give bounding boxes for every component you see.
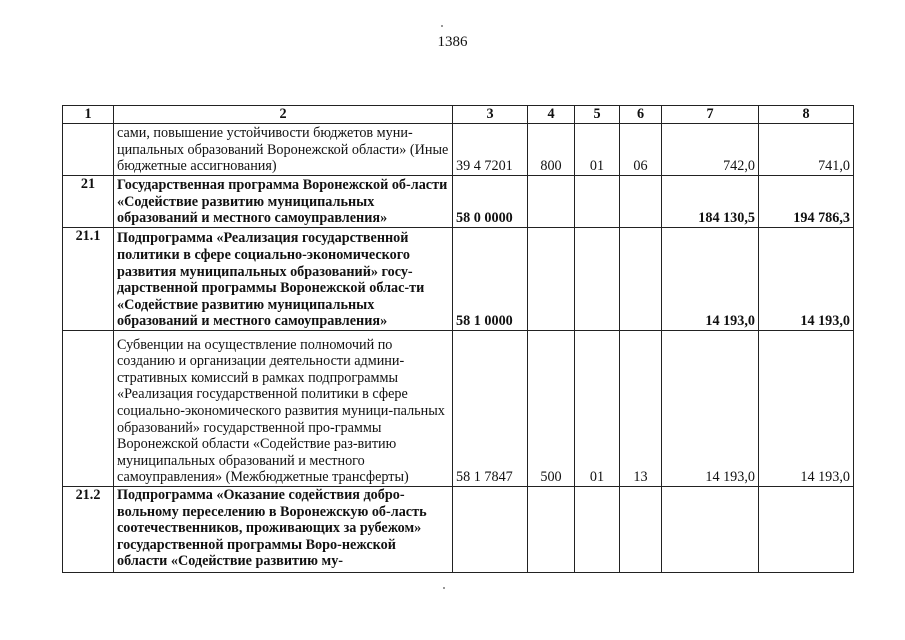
row-col6 [620, 176, 662, 228]
row-col4: 800 [528, 124, 575, 176]
row-col7: 742,0 [662, 124, 759, 176]
row-code: 58 0 0000 [453, 176, 528, 228]
row-col5 [575, 176, 620, 228]
table-row [63, 124, 854, 176]
row-col8: 14 193,0 [759, 331, 854, 487]
scan-speck-top [441, 25, 443, 27]
row-col8: 194 786,3 [759, 176, 854, 228]
row-description: Подпрограмма «Оказание содействия добро-вольному переселению в Воронежскую об-ласть соотечественников, проживающих за рубежом» государственной программы Воро-нежской области «Содействие развитию му- [114, 487, 453, 573]
row-code: 58 1 7847 [453, 331, 528, 487]
row-code: 58 1 0000 [453, 228, 528, 331]
row-col5: 01 [575, 331, 620, 487]
column-header-5: 5 [575, 106, 620, 124]
row-description: Подпрограмма «Реализация государственной политики в сфере социально-экономического развития муниципальных образований» госу-дарственной программы Воронежской облас-ти «Содействие развитию муниципальных образований и местного самоуправления» [114, 228, 453, 331]
column-header-2: 2 [114, 106, 453, 124]
table-header-row [63, 106, 854, 124]
row-col6: 06 [620, 124, 662, 176]
column-header-3: 3 [453, 106, 528, 124]
row-col4 [528, 176, 575, 228]
column-header-8: 8 [759, 106, 854, 124]
row-col6 [620, 228, 662, 331]
row-number [63, 124, 114, 176]
row-number: 21 [63, 176, 114, 228]
row-col5: 01 [575, 124, 620, 176]
row-col5 [575, 228, 620, 331]
row-col7 [662, 487, 759, 573]
scan-speck-bottom [443, 587, 445, 589]
row-col8: 14 193,0 [759, 228, 854, 331]
column-header-4: 4 [528, 106, 575, 124]
row-description: Государственная программа Воронежской об-ласти «Содействие развитию муниципальных образований и местного самоуправления» [114, 176, 453, 228]
table-row [63, 331, 854, 487]
row-col4: 500 [528, 331, 575, 487]
column-header-7: 7 [662, 106, 759, 124]
row-code: 39 4 7201 [453, 124, 528, 176]
table-row [63, 228, 854, 331]
row-description: Субвенции на осуществление полномочий по созданию и организации деятельности админи-стративных комиссий в рамках подпрограммы «Реализация государственной политики в сфере социально-экономического развития муници-пальных образований» государственной про-граммы Воронежской области «Содействие раз-витию муниципальных образований и местного самоуправления» (Межбюджетные трансферты) [114, 331, 453, 487]
page-number: 1386 [437, 34, 468, 50]
row-col8 [759, 487, 854, 573]
row-col7: 14 193,0 [662, 331, 759, 487]
row-col5 [575, 487, 620, 573]
row-col7: 184 130,5 [662, 176, 759, 228]
row-description: сами, повышение устойчивости бюджетов муни-ципальных образований Воронежской области» (Иные бюджетные ассигнования) [114, 124, 453, 176]
row-col7: 14 193,0 [662, 228, 759, 331]
row-number [63, 331, 114, 487]
table-row [63, 176, 854, 228]
row-col6 [620, 487, 662, 573]
row-col6: 13 [620, 331, 662, 487]
row-col4 [528, 487, 575, 573]
budget-table [62, 105, 854, 573]
row-number: 21.1 [63, 228, 114, 331]
row-col4 [528, 228, 575, 331]
row-number: 21.2 [63, 487, 114, 573]
column-header-6: 6 [620, 106, 662, 124]
column-header-1: 1 [63, 106, 114, 124]
row-col8: 741,0 [759, 124, 854, 176]
row-code [453, 487, 528, 573]
table-row [63, 487, 854, 573]
